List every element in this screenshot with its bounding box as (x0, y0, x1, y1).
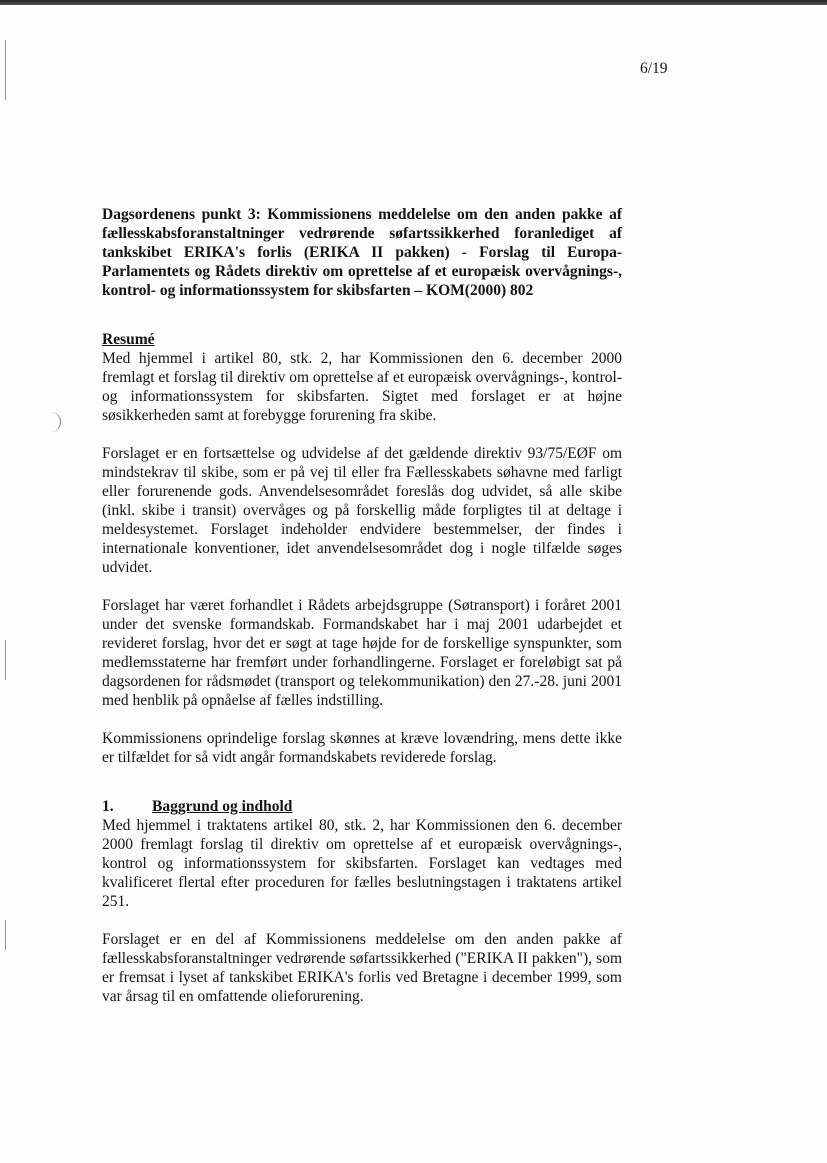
section-number: 1. (102, 798, 114, 815)
scan-top-edge (0, 0, 827, 5)
page-number: 6/19 (640, 60, 668, 77)
section-1-paragraph: Med hjemmel i traktatens artikel 80, stk. 2, har Kommissionen den 6. december 2000 fremlagt forslag til direktiv om oprettelse af et europæisk overvågnings-, kontrol og informationssystem for skibsfarten. Forslaget kan vedtages med kvalificeret flertal efter proceduren for fælles beslutningstagen i traktatens artikel 251. (102, 817, 622, 910)
scan-edge-mark (5, 920, 6, 950)
agenda-title: Dagsordenens punkt 3: Kommissionens meddelelse om den anden pakke af fællesskabsforanstaltninger vedrørende søfartssikkerhed foranlediget af tankskibet ERIKA's forlis (ERIKA II pakken) - Forslag til Europa-Parlamentets og Rådets direktiv om oprettelse af et europæisk overvågnings-, kontrol- og informationssystem for skibsfarten – KOM(2000) 802 (102, 206, 622, 299)
scan-edge-mark (5, 40, 6, 100)
resume-paragraph: Forslaget har været forhandlet i Rådets arbejdsgruppe (Søtransport) i foråret 2001 under det svenske formandskab. Formandskabet har i maj 2001 udarbejdet et revideret forslag, hvor det er søgt at tage højde for de forskellige synspunkter, som medlemsstaterne har fremført under forhandlingerne. Forslaget er foreløbigt sat på dagsordenen for rådsmødet (transport og telekommunikation) den 27.-28. juni 2001 med henblik på opnåelse af fælles indstilling. (102, 597, 622, 709)
section-1-heading (102, 797, 622, 816)
scan-edge-mark (5, 640, 6, 680)
resume-paragraph: Forslaget er en fortsættelse og udvidelse af det gældende direktiv 93/75/EØF om mindstekrav til skibe, som er på vej til eller fra Fællesskabets søhavne med farligt eller forurenende gods. Anvendelsesområdet foreslås dog udvidet, så alle skibe (inkl. skibe i transit) overvåges og på forskellig måde forpligtes til at deltage i meldesystemet. Forslaget indeholder endvidere bestemmelser, der findes i internationale konventioner, idet anvendelsesområdet dog i nogle tilfælde søges udvidet. (102, 445, 622, 576)
section-title: Baggrund og indhold (152, 798, 293, 815)
resume-heading: Resumé (102, 331, 155, 348)
resume-paragraph: Med hjemmel i artikel 80, stk. 2, har Kommissionen den 6. december 2000 fremlagt et forslag til direktiv om oprettelse af et europæisk overvågnings-, kontrol- og informationssystem for skibsfarten. Sigtet med forslaget er at højne søsikkerheden samt at forebygge forurening fra skibe. (102, 350, 622, 424)
document-body (102, 205, 622, 1006)
resume-paragraph: Kommissionens oprindelige forslag skønnes at kræve lovændring, mens dette ikke er tilfældet for så vidt angår formandskabets reviderede forslag. (102, 730, 622, 766)
scan-artifact (50, 412, 61, 432)
section-1-paragraph: Forslaget er en del af Kommissionens meddelelse om den anden pakke af fællesskabsforanstaltninger vedrørende søfartssikkerhed ("ERIKA II pakken"), som er fremsat i lyset af tankskibet ERIKA's forlis ved Bretagne i december 1999, som var årsag til en omfattende olieforurening. (102, 931, 622, 1005)
